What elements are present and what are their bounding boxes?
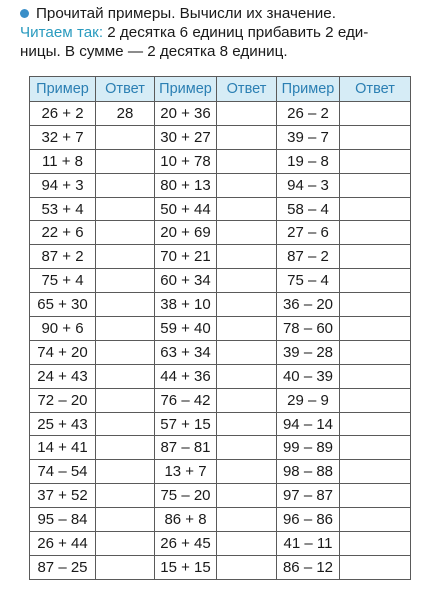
answer-3-cell[interactable] (340, 532, 411, 556)
answer-1-cell[interactable] (96, 484, 155, 508)
answer-3-cell[interactable] (340, 173, 411, 197)
table-row (30, 364, 411, 388)
answer-2-cell[interactable] (217, 460, 277, 484)
answer-2-cell[interactable] (217, 197, 277, 221)
example-1-cell: 11 + 8 (30, 149, 96, 173)
answer-2-cell[interactable] (217, 245, 277, 269)
answer-2-cell[interactable] (217, 317, 277, 341)
header-example-1: Пример (30, 77, 96, 102)
example-3-cell: 19 – 8 (277, 149, 340, 173)
answer-2-cell[interactable] (217, 102, 277, 126)
header-answer-3: Ответ (340, 77, 411, 102)
table-row (30, 555, 411, 579)
answer-3-cell[interactable] (340, 340, 411, 364)
instruction-line-2 (20, 23, 422, 42)
table-row (30, 532, 411, 556)
answer-1-cell[interactable] (96, 221, 155, 245)
example-2-cell: 70 + 21 (155, 245, 217, 269)
answer-3-cell[interactable] (340, 460, 411, 484)
example-2-cell: 13 + 7 (155, 460, 217, 484)
header-answer-2: Ответ (217, 77, 277, 102)
example-1-cell: 24 + 43 (30, 364, 96, 388)
answer-2-cell[interactable] (217, 149, 277, 173)
answer-3-cell[interactable] (340, 221, 411, 245)
table-row (30, 317, 411, 341)
header-answer-1: Ответ (96, 77, 155, 102)
answer-1-cell[interactable] (96, 149, 155, 173)
example-1-cell: 22 + 6 (30, 221, 96, 245)
answer-1-cell[interactable]: 28 (96, 102, 155, 126)
answer-1-cell[interactable] (96, 412, 155, 436)
read-label: Читаем так: (20, 24, 104, 41)
table-row (30, 102, 411, 126)
task-instruction (20, 4, 422, 61)
example-2-cell: 20 + 69 (155, 221, 217, 245)
answer-2-cell[interactable] (217, 340, 277, 364)
example-1-cell: 94 + 3 (30, 173, 96, 197)
answer-2-cell[interactable] (217, 436, 277, 460)
examples-table (29, 76, 411, 580)
table-row (30, 508, 411, 532)
table-row (30, 460, 411, 484)
answer-1-cell[interactable] (96, 125, 155, 149)
answer-2-cell[interactable] (217, 293, 277, 317)
example-2-cell: 76 – 42 (155, 388, 217, 412)
example-1-cell: 72 – 20 (30, 388, 96, 412)
example-1-cell: 26 + 44 (30, 532, 96, 556)
answer-1-cell[interactable] (96, 173, 155, 197)
answer-2-cell[interactable] (217, 173, 277, 197)
table-row (30, 197, 411, 221)
instruction-line-3: ницы. В сумме — 2 десятка 8 единиц. (20, 43, 288, 60)
example-2-cell: 30 + 27 (155, 125, 217, 149)
example-2-cell: 38 + 10 (155, 293, 217, 317)
answer-1-cell[interactable] (96, 340, 155, 364)
answer-2-cell[interactable] (217, 221, 277, 245)
answer-1-cell[interactable] (96, 460, 155, 484)
example-2-cell: 26 + 45 (155, 532, 217, 556)
answer-2-cell[interactable] (217, 269, 277, 293)
example-2-cell: 57 + 15 (155, 412, 217, 436)
answer-1-cell[interactable] (96, 555, 155, 579)
example-3-cell: 39 – 28 (277, 340, 340, 364)
answer-3-cell[interactable] (340, 508, 411, 532)
table-row (30, 293, 411, 317)
instruction-line-1: Прочитай примеры. Вычисли их значение. (36, 5, 336, 22)
example-3-cell: 26 – 2 (277, 102, 340, 126)
example-2-cell: 63 + 34 (155, 340, 217, 364)
instruction-line-2-rest: 2 десятка 6 единиц прибавить 2 еди- (103, 24, 369, 41)
answer-3-cell[interactable] (340, 125, 411, 149)
example-3-cell: 40 – 39 (277, 364, 340, 388)
example-1-cell: 65 + 30 (30, 293, 96, 317)
example-1-cell: 14 + 41 (30, 436, 96, 460)
answer-1-cell[interactable] (96, 436, 155, 460)
answer-2-cell[interactable] (217, 508, 277, 532)
example-1-cell: 53 + 4 (30, 197, 96, 221)
example-2-cell: 20 + 36 (155, 102, 217, 126)
example-2-cell: 50 + 44 (155, 197, 217, 221)
example-1-cell: 87 + 2 (30, 245, 96, 269)
table-row (30, 388, 411, 412)
answer-3-cell[interactable] (340, 149, 411, 173)
example-1-cell: 95 – 84 (30, 508, 96, 532)
answer-2-cell[interactable] (217, 388, 277, 412)
example-2-cell: 44 + 36 (155, 364, 217, 388)
answer-2-cell[interactable] (217, 555, 277, 579)
table-header-row (30, 77, 411, 102)
example-3-cell: 29 – 9 (277, 388, 340, 412)
answer-1-cell[interactable] (96, 293, 155, 317)
example-3-cell: 86 – 12 (277, 555, 340, 579)
example-3-cell: 36 – 20 (277, 293, 340, 317)
example-1-cell: 74 + 20 (30, 340, 96, 364)
bullet-icon (20, 9, 29, 18)
answer-2-cell[interactable] (217, 364, 277, 388)
example-2-cell: 80 + 13 (155, 173, 217, 197)
example-2-cell: 59 + 40 (155, 317, 217, 341)
example-3-cell: 41 – 11 (277, 532, 340, 556)
example-1-cell: 87 – 25 (30, 555, 96, 579)
example-2-cell: 86 + 8 (155, 508, 217, 532)
answer-1-cell[interactable] (96, 364, 155, 388)
answer-1-cell[interactable] (96, 388, 155, 412)
table-row (30, 436, 411, 460)
table-row (30, 340, 411, 364)
table-row (30, 484, 411, 508)
answer-1-cell[interactable] (96, 197, 155, 221)
example-3-cell: 58 – 4 (277, 197, 340, 221)
answer-3-cell[interactable] (340, 293, 411, 317)
example-3-cell: 39 – 7 (277, 125, 340, 149)
example-2-cell: 87 – 81 (155, 436, 217, 460)
answer-3-cell[interactable] (340, 102, 411, 126)
example-1-cell: 90 + 6 (30, 317, 96, 341)
example-1-cell: 37 + 52 (30, 484, 96, 508)
example-1-cell: 74 – 54 (30, 460, 96, 484)
example-2-cell: 60 + 34 (155, 269, 217, 293)
answer-1-cell[interactable] (96, 508, 155, 532)
header-example-2: Пример (155, 77, 217, 102)
example-1-cell: 32 + 7 (30, 125, 96, 149)
answer-3-cell[interactable] (340, 245, 411, 269)
example-3-cell: 87 – 2 (277, 245, 340, 269)
example-2-cell: 75 – 20 (155, 484, 217, 508)
answer-1-cell[interactable] (96, 269, 155, 293)
answer-3-cell[interactable] (340, 388, 411, 412)
example-3-cell: 94 – 14 (277, 412, 340, 436)
answer-2-cell[interactable] (217, 532, 277, 556)
answer-2-cell[interactable] (217, 412, 277, 436)
example-3-cell: 97 – 87 (277, 484, 340, 508)
table-row (30, 149, 411, 173)
answer-3-cell[interactable] (340, 197, 411, 221)
example-3-cell: 98 – 88 (277, 460, 340, 484)
example-1-cell: 75 + 4 (30, 269, 96, 293)
answer-2-cell[interactable] (217, 125, 277, 149)
example-2-cell: 10 + 78 (155, 149, 217, 173)
example-3-cell: 78 – 60 (277, 317, 340, 341)
table-row (30, 245, 411, 269)
answer-1-cell[interactable] (96, 245, 155, 269)
example-3-cell: 94 – 3 (277, 173, 340, 197)
example-3-cell: 96 – 86 (277, 508, 340, 532)
example-3-cell: 27 – 6 (277, 221, 340, 245)
header-example-3: Пример (277, 77, 340, 102)
answer-3-cell[interactable] (340, 555, 411, 579)
answer-3-cell[interactable] (340, 412, 411, 436)
answer-3-cell[interactable] (340, 484, 411, 508)
answer-2-cell[interactable] (217, 484, 277, 508)
table-row (30, 221, 411, 245)
table-row (30, 173, 411, 197)
answer-3-cell[interactable] (340, 364, 411, 388)
answer-3-cell[interactable] (340, 436, 411, 460)
table-row (30, 412, 411, 436)
example-2-cell: 15 + 15 (155, 555, 217, 579)
answer-1-cell[interactable] (96, 532, 155, 556)
table-row (30, 269, 411, 293)
answer-3-cell[interactable] (340, 317, 411, 341)
answer-1-cell[interactable] (96, 317, 155, 341)
example-3-cell: 99 – 89 (277, 436, 340, 460)
example-1-cell: 25 + 43 (30, 412, 96, 436)
example-3-cell: 75 – 4 (277, 269, 340, 293)
table-row (30, 125, 411, 149)
answer-3-cell[interactable] (340, 269, 411, 293)
example-1-cell: 26 + 2 (30, 102, 96, 126)
